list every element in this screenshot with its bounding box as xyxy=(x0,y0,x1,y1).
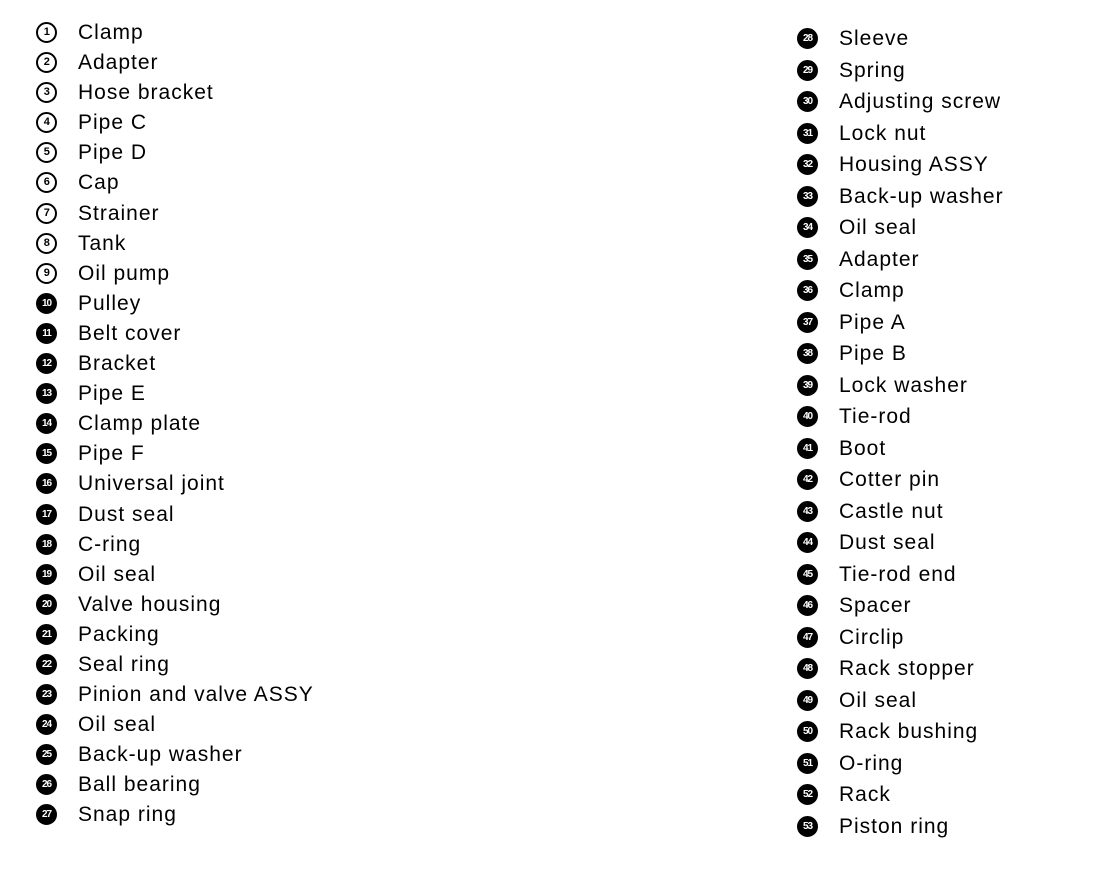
part-number-badge: 48 xyxy=(797,658,818,679)
part-name: Lock washer xyxy=(839,373,968,397)
part-number-badge: 9 xyxy=(36,263,57,284)
part-number-badge: 42 xyxy=(797,469,818,490)
part-name: Dust seal xyxy=(78,502,175,526)
part-number-badge: 44 xyxy=(797,532,818,553)
part-number-badge: 1 xyxy=(36,22,57,43)
part-name: Housing ASSY xyxy=(839,153,989,176)
part-number-badge: 14 xyxy=(36,413,57,434)
part-number-badge: 30 xyxy=(797,91,818,112)
part-name: Back-up washer xyxy=(839,184,1004,208)
part-number-badge: 15 xyxy=(36,443,57,464)
part-name: C-ring xyxy=(78,532,142,556)
part-number-badge: 43 xyxy=(797,501,818,522)
part-number-badge: 32 xyxy=(797,154,818,175)
part-name: Packing xyxy=(78,622,160,646)
part-name: Ball bearing xyxy=(78,773,201,797)
part-number-badge: 38 xyxy=(797,343,818,364)
part-number-badge: 40 xyxy=(797,406,818,427)
part-number-badge: 24 xyxy=(36,714,57,735)
part-number-badge: 33 xyxy=(797,186,818,207)
part-number-badge: 46 xyxy=(797,595,818,616)
part-name: Cap xyxy=(78,171,120,195)
part-name: Rack stopper xyxy=(839,657,975,680)
part-number-badge: 23 xyxy=(36,684,57,705)
part-name: Rack xyxy=(839,783,891,806)
part-number-badge: 31 xyxy=(797,123,818,144)
part-number-badge: 17 xyxy=(36,504,57,525)
part-number-badge: 29 xyxy=(797,60,818,81)
part-number-badge: 16 xyxy=(36,473,57,494)
part-name: Universal joint xyxy=(78,472,225,496)
part-number-badge: 50 xyxy=(797,721,818,742)
part-number-badge: 19 xyxy=(36,564,57,585)
part-number-badge: 41 xyxy=(797,438,818,459)
part-number-badge: 6 xyxy=(36,172,57,193)
part-name: Oil pump xyxy=(78,261,171,285)
part-name: Sleeve xyxy=(839,27,910,50)
part-number-badge: 18 xyxy=(36,534,57,555)
part-name: Cotter pin xyxy=(839,468,941,491)
part-name: Oil seal xyxy=(839,216,918,239)
part-name: Rack bushing xyxy=(839,720,979,743)
part-number-badge: 25 xyxy=(36,744,57,765)
part-name: Spring xyxy=(839,58,906,82)
part-name: Piston ring xyxy=(839,814,950,838)
part-name: Tie-rod xyxy=(839,405,912,428)
part-name: Pipe F xyxy=(78,442,145,466)
part-name: O-ring xyxy=(839,751,904,775)
part-name: Clamp xyxy=(839,279,905,302)
part-name: Castle nut xyxy=(839,499,944,523)
part-number-badge: 11 xyxy=(36,323,57,344)
part-number-badge: 36 xyxy=(797,280,818,301)
part-number-badge: 51 xyxy=(797,753,818,774)
part-number-badge: 47 xyxy=(797,627,818,648)
part-name: Pipe E xyxy=(78,382,146,406)
part-number-badge: 27 xyxy=(36,804,57,825)
part-name: Pipe B xyxy=(839,342,907,365)
part-name: Circlip xyxy=(839,625,905,649)
part-name: Lock nut xyxy=(839,121,927,145)
part-name: Boot xyxy=(839,436,887,460)
part-name: Clamp plate xyxy=(78,412,202,436)
part-number-badge: 2 xyxy=(36,52,57,73)
part-number-badge: 5 xyxy=(36,142,57,163)
part-name: Tie-rod end xyxy=(839,562,957,586)
part-name: Back-up washer xyxy=(78,743,243,767)
part-name: Pinion and valve ASSY xyxy=(78,683,314,707)
part-number-badge: 22 xyxy=(36,654,57,675)
part-number-badge: 35 xyxy=(797,249,818,270)
part-number-badge: 8 xyxy=(36,233,57,254)
part-name: Seal ring xyxy=(78,652,170,676)
part-name: Tank xyxy=(78,231,127,255)
part-name: Pipe D xyxy=(78,141,148,165)
part-number-badge: 49 xyxy=(797,690,818,711)
part-name: Bracket xyxy=(78,352,157,376)
part-name: Pulley xyxy=(78,291,142,315)
part-name: Pipe C xyxy=(78,111,148,135)
part-number-badge: 39 xyxy=(797,375,818,396)
part-name: Spacer xyxy=(839,594,912,617)
part-name: Strainer xyxy=(78,201,160,225)
part-name: Adapter xyxy=(839,247,920,271)
part-name: Snap ring xyxy=(78,803,177,827)
part-number-badge: 53 xyxy=(797,816,818,837)
part-number-badge: 52 xyxy=(797,784,818,805)
part-number-badge: 21 xyxy=(36,624,57,645)
part-name: Pipe A xyxy=(839,310,906,334)
part-number-badge: 10 xyxy=(36,293,57,314)
part-number-badge: 4 xyxy=(36,112,57,133)
part-name: Oil seal xyxy=(78,713,157,737)
part-name: Oil seal xyxy=(78,562,157,586)
part-number-badge: 37 xyxy=(797,312,818,333)
part-name: Oil seal xyxy=(839,688,918,712)
part-number-badge: 3 xyxy=(36,82,57,103)
part-number-badge: 12 xyxy=(36,353,57,374)
part-name: Clamp xyxy=(78,21,144,44)
part-name: Valve housing xyxy=(78,592,222,616)
part-name: Belt cover xyxy=(78,321,182,345)
part-name: Adapter xyxy=(78,51,159,75)
part-number-badge: 28 xyxy=(797,28,818,49)
part-name: Adjusting screw xyxy=(839,90,1002,113)
part-number-badge: 7 xyxy=(36,203,57,224)
part-number-badge: 34 xyxy=(797,217,818,238)
part-name: Hose bracket xyxy=(78,81,214,105)
part-number-badge: 13 xyxy=(36,383,57,404)
part-name: Dust seal xyxy=(839,531,936,554)
part-number-badge: 26 xyxy=(36,774,57,795)
part-number-badge: 20 xyxy=(36,594,57,615)
part-number-badge: 45 xyxy=(797,564,818,585)
